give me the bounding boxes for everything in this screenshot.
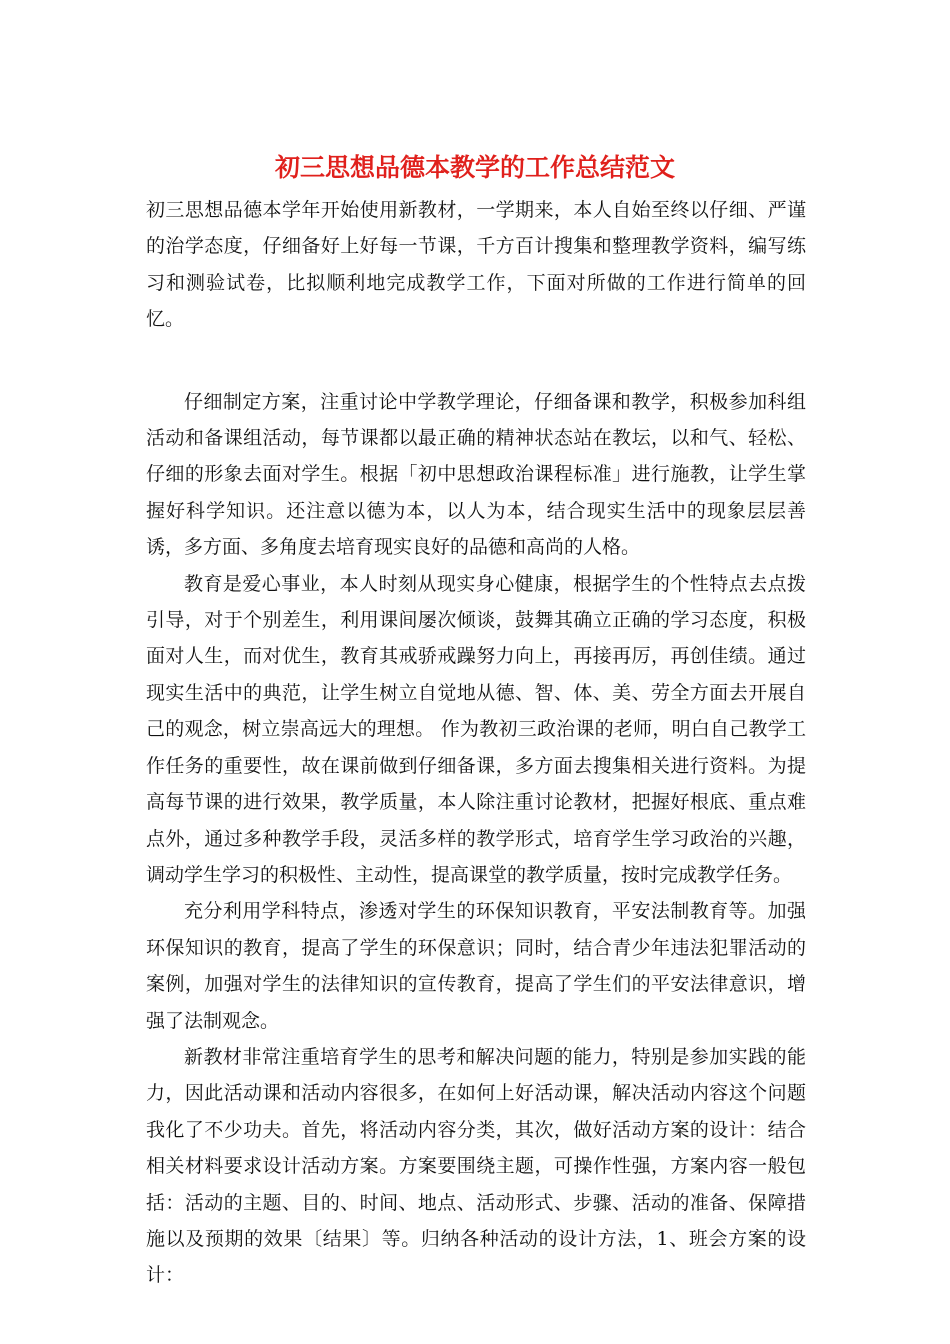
- paragraph-gap: [146, 338, 806, 384]
- body-paragraph-1: 仔细制定方案，注重讨论中学教学理论，仔细备课和教学，积极参加科组活动和备课组活动，每节课都以最正确的精神状态站在教坛，以和气、轻松、仔细的形象去面对学生。根据「初中思想政治课程标准」进行施教，让学生掌握好科学知识。还注意以德为本，以人为本，结合现实生活中的现象层层善诱，多方面、多角度去培育现实良好的品德和高尚的人格。: [146, 390, 806, 559]
- document-body: [146, 192, 806, 1294]
- document-title: 初三思想品德本教学的工作总结范文: [274, 153, 675, 182]
- intro-paragraph: 初三思想品德本学年开始使用新教材，一学期来，本人自始至终以仔细、严谨的治学态度，仔细备好上好每一节课，千方百计搜集和整理教学资料，编写练习和测验试卷，比拟顺利地完成教学工作，下面对所做的工作进行简单的回忆。: [146, 199, 806, 331]
- body-paragraph-4: 新教材非常注重培育学生的思考和解决问题的能力，特别是参加实践的能力，因此活动课和活动内容很多，在如何上好活动课，解决活动内容这个问题我化了不少功夫。首先，将活动内容分类，其次，做好活动方案的设计：结合相关材料要求设计活动方案。方案要围绕主题，可操作性强，方案内容一般包括：活动的主题、目的、时间、地点、活动形式、步骤、活动的准备、保障措施以及预期的效果〔结果〕等。归纳各种活动的设计方法，1、班会方案的设计：: [146, 1045, 806, 1287]
- body-paragraph-2: 教育是爱心事业，本人时刻从现实身心健康，根据学生的个性特点去点拨引导，对于个别差生，利用课间屡次倾谈，鼓舞其确立正确的学习态度，积极面对人生，而对优生，教育其戒骄戒躁努力向上，再接再厉，再创佳绩。通过现实生活中的典范，让学生树立自觉地从德、智、体、美、劳全方面去开展自己的观念，树立崇高远大的理想。 作为教初三政治课的老师，明白自己教学工作任务的重要性，故在课前做到仔细备课，多方面去搜集相关进行资料。为提高每节课的进行效果，教学质量，本人除注重讨论教材，把握好根底、重点难点外，通过多种教学手段，灵活多样的教学形式，培育学生学习政治的兴趣，调动学生学习的积极性、主动性，提高课堂的教学质量，按时完成教学任务。: [146, 572, 806, 886]
- body-paragraph-3: 充分利用学科特点，渗透对学生的环保知识教育，平安法制教育等。加强环保知识的教育，提高了学生的环保意识；同时，结合青少年违法犯罪活动的案例，加强对学生的法律知识的宣传教育，提高了学生们的平安法律意识，增强了法制观念。: [146, 900, 806, 1032]
